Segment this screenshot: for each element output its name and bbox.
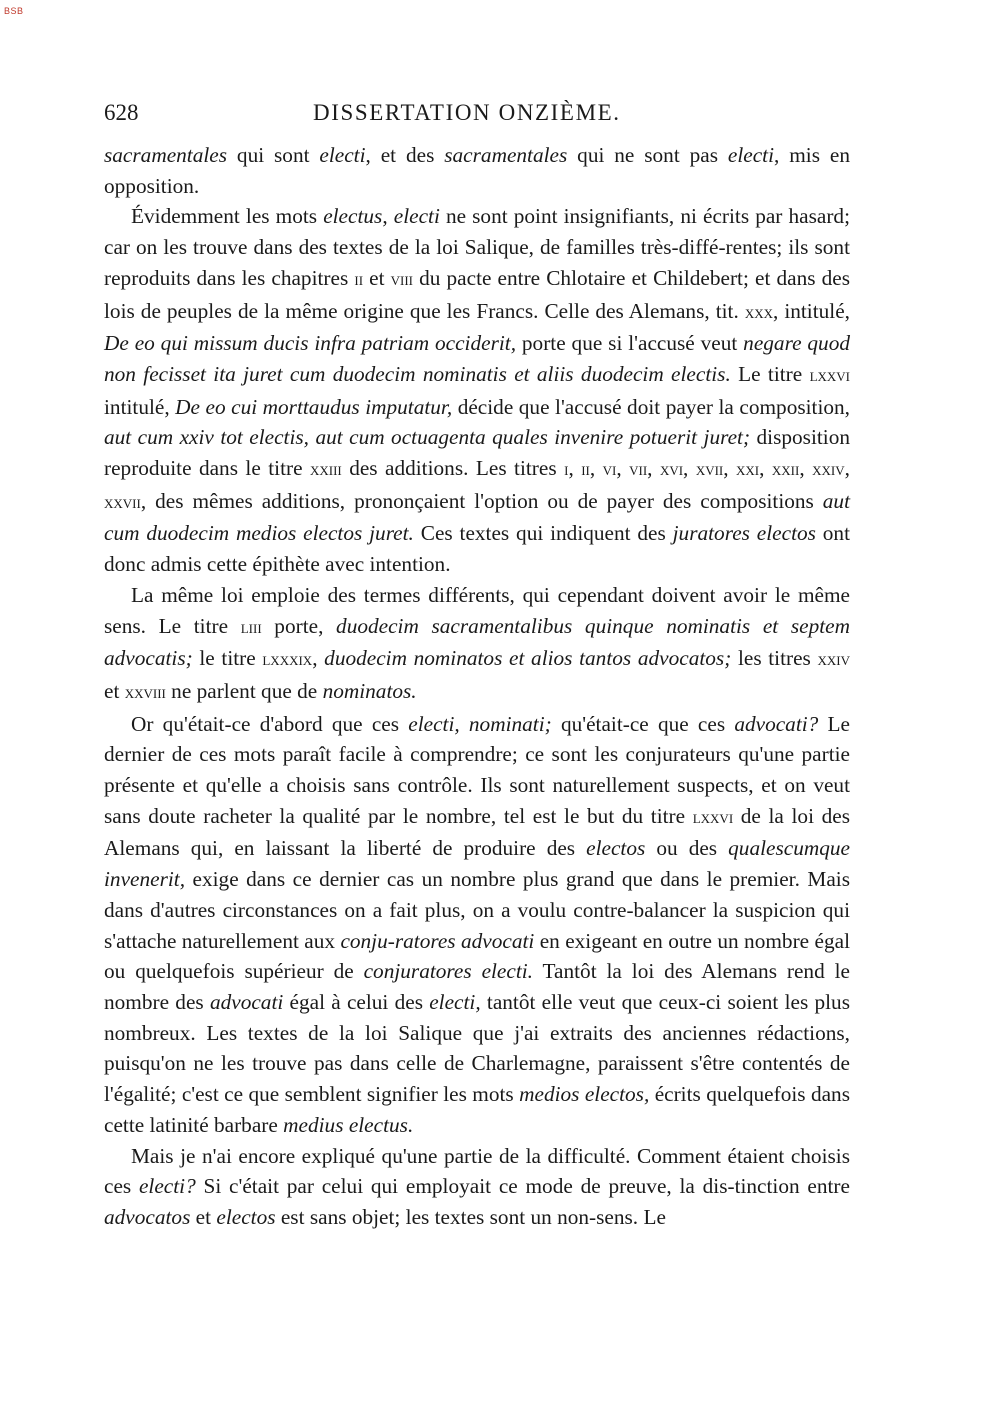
text-run: qui ne sont pas <box>567 143 728 167</box>
body-text <box>104 140 850 1233</box>
text-run: , <box>647 456 660 481</box>
text-run: , <box>382 204 394 229</box>
italic-run: electos <box>586 836 646 861</box>
italic-run: nominatos. <box>322 678 417 703</box>
roman-numeral: lxxvi <box>809 364 851 386</box>
text-run: décide que l'accusé doit payer la composition, <box>452 394 850 419</box>
text-run: tantôt elle veut que ceux-ci soient les plus nombreux. Les textes de la loi Salique que j'ai extraits des anciennes rédactions, puisqu'on ne les trouve pas dans celle de Charlemagne, paraissent s'être contentés de l'égalité; c'est ce que semblent signifier les mots <box>104 989 850 1107</box>
italic-run: negare quod non fecisset ita juret cum duodecim nominatis et aliis duodecim electis. <box>104 331 850 386</box>
italic-run: advocati <box>209 989 284 1014</box>
italic-run: sacramentales <box>104 143 228 167</box>
page-number: 628 <box>104 100 139 125</box>
text-run: écrits quelquefois dans cette latinité barbare <box>104 1082 850 1137</box>
italic-run: electus <box>323 204 383 229</box>
italic-run: qualescumque invenerit, <box>104 836 850 892</box>
text-run: , <box>589 456 603 481</box>
roman-numeral: vii <box>629 459 648 481</box>
roman-numeral: ii <box>581 459 590 481</box>
italic-run: advocati? <box>734 711 819 736</box>
text-run: disposition reproduite dans le titre <box>104 425 850 481</box>
text-run: Le dernier de ces mots paraît facile à comprendre; ce sont les conjurateurs qu'une partie présente et qu'elle a choisis sans contrôle. Ils sont naturellement suspects, et on veut sans doute racheter la qualité par le nombre, tel est le but du titre <box>104 711 850 828</box>
text-run: , et des <box>365 143 445 167</box>
italic-run: electi <box>727 143 775 167</box>
text-run: qu'était-ce que ces <box>551 711 735 736</box>
text-run: du pacte entre Chlotaire et Childebert; et dans des lois de peuples de la même origine que les Francs. Celle des Alemans, tit. <box>104 265 850 323</box>
roman-numeral: xvi <box>659 459 684 481</box>
text-run: , <box>683 456 696 481</box>
text-run: et <box>190 1204 217 1229</box>
italic-run: juratores electos <box>672 521 816 546</box>
text-run: Or qu'était-ce d'abord que ces <box>131 711 409 736</box>
italic-run: aut cum duodecim medios electos juret. <box>104 488 850 546</box>
text-run: , <box>799 456 813 481</box>
italic-run: electi, <box>429 989 481 1014</box>
italic-run: electi <box>393 204 440 229</box>
text-run: Si c'était par celui qui employait ce mode de preuve, la dis-tinction entre <box>195 1174 850 1199</box>
text-run: , intitulé, <box>772 298 850 323</box>
italic-run: electi? <box>138 1174 196 1199</box>
roman-numeral: i <box>564 459 569 481</box>
italic-run: conjuratores electi. <box>363 959 533 984</box>
text-run: Évidemment les mots <box>131 204 324 229</box>
paragraph <box>104 580 850 709</box>
text-run: ne sont point insignifiants, ni écrits par hasard; car on les trouve dans des textes de la loi Salique, de familles très-diffé-rentes; ils sont reproduits dans les chapitres <box>104 204 850 290</box>
italic-run: De eo cui morttaudus imputatur, <box>175 394 453 419</box>
text-run: qui sont <box>227 143 320 167</box>
text-run: égal à celui des <box>283 989 430 1014</box>
roman-numeral: xxviii <box>124 681 166 703</box>
roman-numeral: xxx <box>744 301 773 323</box>
roman-numeral: lxxxix <box>262 649 313 671</box>
roman-numeral: ii <box>354 268 364 290</box>
text-run: ont donc admis cette épithète avec intention. <box>104 521 850 577</box>
text-run: , mis en opposition. <box>104 143 850 198</box>
text-run: de la loi des Alemans qui, en laissant la liberté de produire des <box>104 803 851 861</box>
italic-run: advocatos <box>104 1204 191 1229</box>
text-run: Mais je n'ai encore expliqué qu'une partie de la difficulté. Comment étaient choisis ces <box>104 1143 850 1199</box>
italic-run: sacramentales <box>444 143 568 167</box>
running-title: DISSERTATION ONZIÈME. <box>313 100 621 125</box>
roman-numeral: xvii <box>695 459 724 481</box>
text-run: Ces textes qui indiquent des <box>413 521 673 546</box>
text-run: le titre <box>192 646 263 671</box>
text-run: ou des <box>645 836 729 861</box>
text-run: La même loi emploie des termes différents, qui cependant doivent avoir le même sens. Le titre <box>104 582 850 638</box>
roman-numeral: xxvii <box>104 491 141 513</box>
text-run: des additions. Les titres <box>341 456 565 481</box>
text-run: ne parlent que de <box>165 678 323 703</box>
italic-run: medius electus. <box>283 1112 414 1137</box>
text-run: est sans objet; les textes sont un non-sens. Le <box>275 1204 666 1229</box>
italic-run: aut cum xxiv tot electis, aut cum octuagenta quales invenire potuerit juret; <box>104 425 751 450</box>
italic-run: duodecim sacramentalibus quinque nominatis et septem advocatis; <box>104 613 851 671</box>
roman-numeral: xxiv <box>817 649 851 671</box>
paragraph <box>104 709 850 1141</box>
text-run: , <box>568 456 582 481</box>
text-run: porte, <box>261 613 337 638</box>
text-run: Tantôt la loi des Alemans rend le nombre des <box>104 959 850 1014</box>
italic-run: medios electos, <box>519 1082 650 1107</box>
text-run: et <box>104 678 125 703</box>
text-run: , <box>616 456 630 481</box>
text-run: Le titre <box>730 361 810 386</box>
page-header <box>104 100 853 132</box>
text-run: , <box>759 456 772 481</box>
roman-numeral: xxi <box>736 459 760 481</box>
roman-numeral: lxxvi <box>692 806 734 828</box>
text-run: intitulé, <box>104 394 176 419</box>
text-run: , <box>723 456 737 481</box>
italic-run: conju-ratores advocati <box>340 928 535 953</box>
text-run: , des mêmes additions, prononçaient l'option ou de payer des compositions <box>140 488 823 513</box>
roman-numeral: viii <box>390 268 414 290</box>
text-run: porte que si l'accusé veut <box>516 331 744 356</box>
text-run: exige dans ce dernier cas un nombre plus grand que dans le premier. Mais dans d'autres circonstances on a fait plus, on a voulu contre-balancer la suspicion qui s'attache naturellement aux <box>104 867 850 953</box>
roman-numeral: vi <box>602 459 617 481</box>
paragraph <box>104 140 850 201</box>
roman-numeral: xxiii <box>309 459 342 481</box>
italic-run: electi <box>319 143 366 167</box>
italic-run: electi, nominati; <box>408 711 552 736</box>
roman-numeral: xxiv <box>812 459 845 481</box>
roman-numeral: xxii <box>771 459 800 481</box>
italic-run: De eo qui missum ducis infra patriam occiderit, <box>104 331 517 356</box>
paragraph <box>104 1141 850 1233</box>
text-run: , <box>312 646 325 671</box>
italic-run: electos <box>216 1204 276 1229</box>
italic-run: duodecim nominatos et alios tantos advocatos; <box>324 646 732 671</box>
text-run: en exigeant en outre un nombre égal ou quelquefois supérieur de <box>104 928 850 984</box>
paragraph <box>104 201 850 579</box>
text-run: , <box>844 456 850 481</box>
roman-numeral: liii <box>240 616 262 638</box>
library-stamp: BSB <box>4 6 24 16</box>
text-run: et <box>363 265 391 290</box>
text-run: les titres <box>731 646 818 671</box>
